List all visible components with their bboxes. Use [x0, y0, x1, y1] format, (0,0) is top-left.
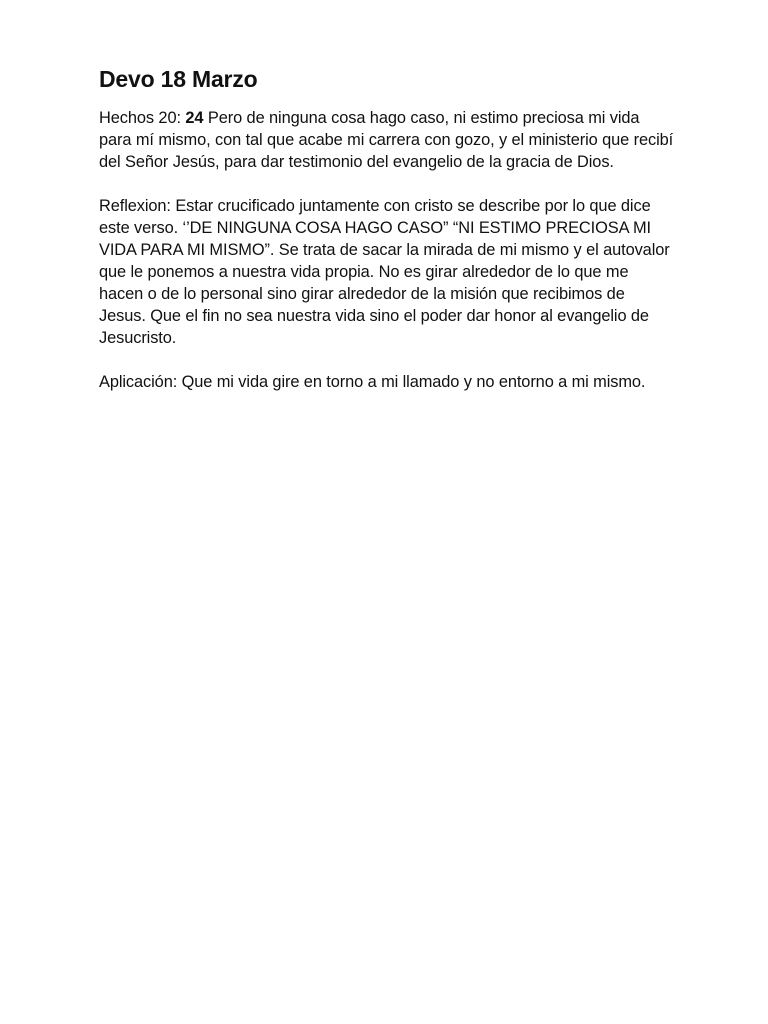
verse-number: 24	[185, 109, 204, 127]
document-title: Devo 18 Marzo	[99, 66, 258, 92]
scripture-paragraph	[99, 107, 674, 173]
document-page	[99, 62, 674, 415]
scripture-text: Pero de ninguna cosa hago caso, ni estimo preciosa mi vida para mí mismo, con tal que acabe mi carrera con gozo, y el ministerio que recibí del Señor Jesús, para dar testimonio del evangelio de la gracia de Dios.	[99, 109, 674, 171]
aplicacion-paragraph: Aplicación: Que mi vida gire en torno a mi llamado y no entorno a mi mismo.	[99, 373, 646, 391]
scripture-reference: Hechos 20:	[99, 109, 186, 127]
reflexion-paragraph: Reflexion: Estar crucificado juntamente con cristo se describe por lo que dice este verso. ‘’DE NINGUNA COSA HAGO CASO” “NI ESTIMO PRECIOSA MI VIDA PARA MI MISMO”. Se trata de sacar la mirada de mi mismo y el autovalor que le ponemos a nuestra vida propia. No es girar alrededor de lo que me hacen o de lo personal sino girar alrededor de la misión que recibimos de Jesus. Que el fin no sea nuestra vida sino el poder dar honor al evangelio de Jesucristo.	[99, 197, 670, 347]
